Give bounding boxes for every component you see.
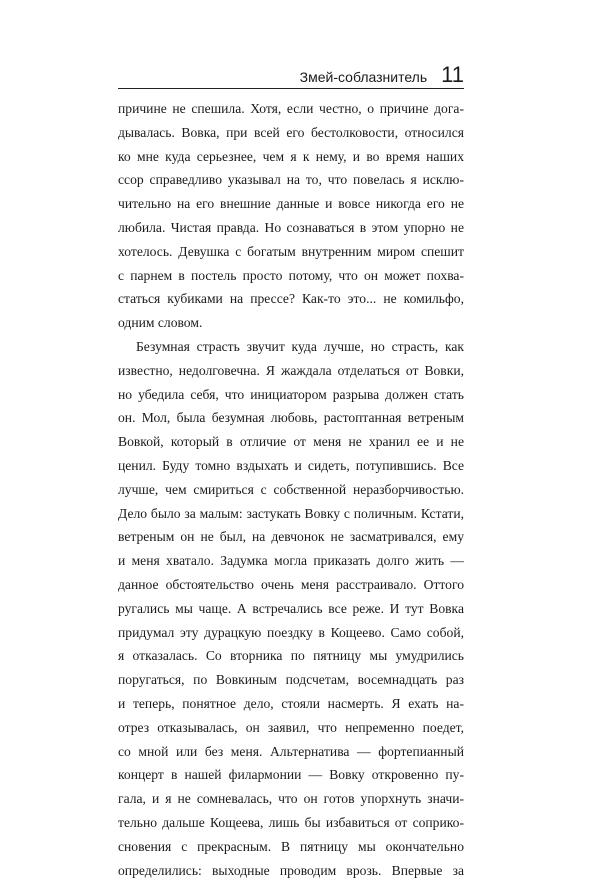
text-line: придумал эту дурацкую поездку в Кощеево. Само собой, [118,621,464,645]
text-line: известно, недолговечна. Я жаждала отделаться от Вовки, [118,359,464,383]
text-line: лучше, чем смириться с собственной неразборчивостью. [118,478,464,502]
text-line: с парнем в постель просто потому, что он может похва- [118,264,464,288]
text-line: и меня хватало. Задумка могла приказать долго жить — [118,549,464,573]
text-line: и теперь, понятное дело, стояли насмерть. Я ехать на- [118,692,464,716]
text-line: дывалась. Вовка, при всей его бестолковости, относился [118,121,464,145]
text-line: но убедила себя, что инициатором разрыва должен стать [118,383,464,407]
text-line: поругаться, по Вовкиным подсчетам, восемнадцать раз [118,668,464,692]
text-line: концерт в нашей филармонии — Вовку откровенно пу- [118,763,464,787]
text-line: ссор справедливо указывал на то, что повелась я исклю- [118,168,464,192]
text-line: ругались мы чаще. А встречались все реже. И тут Вовка [118,597,464,621]
text-line: со мной или без меня. Альтернатива — фортепианный [118,740,464,764]
text-line: ко мне куда серьезнее, чем я к нему, и во время наших [118,145,464,169]
text-line: тельно дальше Кощеева, лишь бы избавиться от соприко- [118,811,464,835]
body-text [118,97,464,882]
header-rule [118,88,464,89]
text-line: определились: выходные проводим врозь. Впервые за [118,859,464,882]
text-line: одним словом. [118,311,464,335]
text-line: я отказалась. Со вторника по пятницу мы умудрились [118,644,464,668]
paragraph-2 [118,335,464,882]
text-line: отрез отказывалась, он заявил, что непременно поедет, [118,716,464,740]
text-line: ветреным он не был, на девчонок не засматривался, ему [118,525,464,549]
page-number: 11 [441,64,464,88]
text-line: Дело было за малым: застукать Вовку с поличным. Кстати, [118,502,464,526]
text-line: ценил. Буду томно вздыхать и сидеть, потупившись. Все [118,454,464,478]
paragraph-1 [118,97,464,335]
text-line: гала, и я не сомневалась, что он готов упорхнуть значи- [118,787,464,811]
text-line: Безумная страсть звучит куда лучше, но страсть, как [118,335,464,359]
text-line: сновения с прекрасным. В пятницу мы окончательно [118,835,464,859]
text-line: чительно на его внешние данные и вовсе никогда его не [118,192,464,216]
text-line: любила. Чистая правда. Но сознаваться в этом упорно не [118,216,464,240]
text-line: данное обстоятельство очень меня расстраивало. Оттого [118,573,464,597]
text-line: статься кубиками на прессе? Как-то это... не комильфо, [118,287,464,311]
text-line: причине не спешила. Хотя, если честно, о причине дога- [118,97,464,121]
text-line: Вовкой, который в отличие от меня не хранил ее и не [118,430,464,454]
text-line: хотелось. Девушка с богатым внутренним миром спешит [118,240,464,264]
running-header [118,58,464,88]
running-title: Змей-соблазнитель [300,70,428,88]
text-line: он. Мол, была безумная любовь, растоптанная ветреным [118,406,464,430]
